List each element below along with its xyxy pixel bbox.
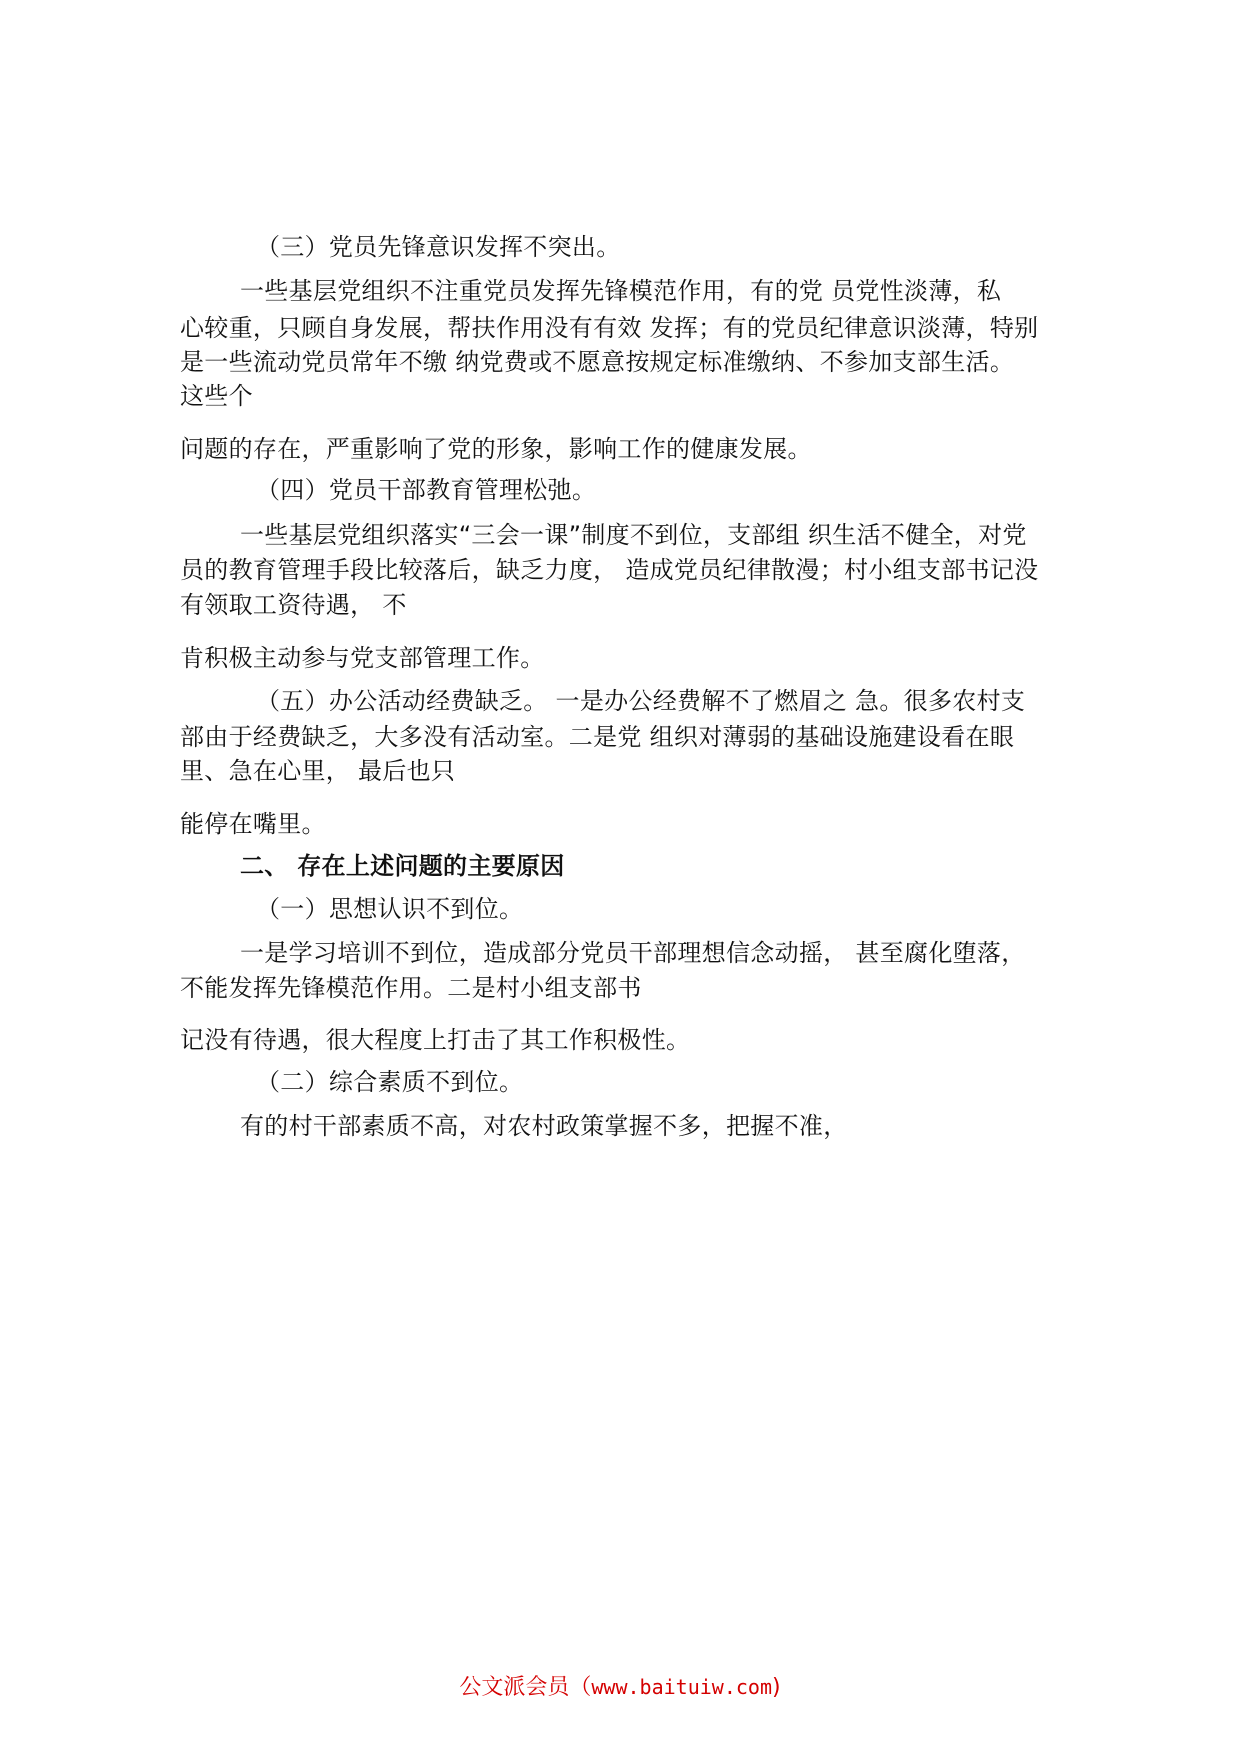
- paragraph-line: 一是学习培训不到位，造成部分党员干部理想信念动摇， 甚至腐化堕落，: [240, 939, 1026, 967]
- paragraph-line: 不能发挥先锋模范作用。二是村小组支部书: [180, 974, 642, 1002]
- paragraph-line: 心较重，只顾自身发展，帮扶作用没有有效 发挥；有的党员纪律意识淡薄，特别: [180, 314, 1039, 342]
- footer-label: 公文派会员（: [459, 1675, 592, 1700]
- paragraph-line: 能停在嘴里。: [180, 810, 326, 838]
- paragraph-line: 问题的存在，严重影响了党的形象，影响工作的健康发展。: [180, 435, 812, 463]
- paragraph-line: 一些基层党组织不注重党员发挥先锋模范作用，有的党 员党性淡薄，私: [240, 277, 1002, 305]
- heading-part-2: 二、 存在上述问题的主要原因: [240, 852, 565, 880]
- paragraph-line: 有的村干部素质不高，对农村政策掌握不多，把握不准，: [240, 1112, 848, 1140]
- paragraph-line: 这些个: [180, 382, 253, 410]
- heading-subsection-2: （二）综合素质不到位。: [256, 1068, 524, 1096]
- paragraph-line: 一些基层党组织落实“三会一课”制度不到位，支部组 织生活不健全，对党: [240, 521, 1027, 549]
- paragraph-line: 部由于经费缺乏，大多没有活动室。二是党 组织对薄弱的基础设施建设看在眼: [180, 723, 1015, 751]
- paragraph-line: 员的教育管理手段比较落后，缺乏力度， 造成党员纪律散漫；村小组支部书记没: [180, 556, 1039, 584]
- paragraph-line: 里、急在心里， 最后也只: [180, 757, 456, 785]
- heading-section-4: （四）党员干部教育管理松弛。: [256, 476, 597, 504]
- footer-url[interactable]: www.baituiw.com: [591, 1675, 773, 1699]
- paragraph-line: 有领取工资待遇， 不: [180, 591, 407, 619]
- footer-watermark: [0, 1673, 1240, 1702]
- heading-section-3: （三）党员先锋意识发挥不突出。: [256, 233, 621, 261]
- heading-section-5: （五）办公活动经费缺乏。 一是办公经费解不了燃眉之 急。很多农村支: [256, 687, 1026, 715]
- paragraph-line: 是一些流动党员常年不缴 纳党费或不愿意按规定标准缴纳、不参加支部生活。: [180, 348, 1015, 376]
- paragraph-line: 记没有待遇，很大程度上打击了其工作积极性。: [180, 1026, 691, 1054]
- footer-close: ): [772, 1675, 781, 1700]
- heading-subsection-1: （一）思想认识不到位。: [256, 895, 524, 923]
- paragraph-line: 肯积极主动参与党支部管理工作。: [180, 644, 545, 672]
